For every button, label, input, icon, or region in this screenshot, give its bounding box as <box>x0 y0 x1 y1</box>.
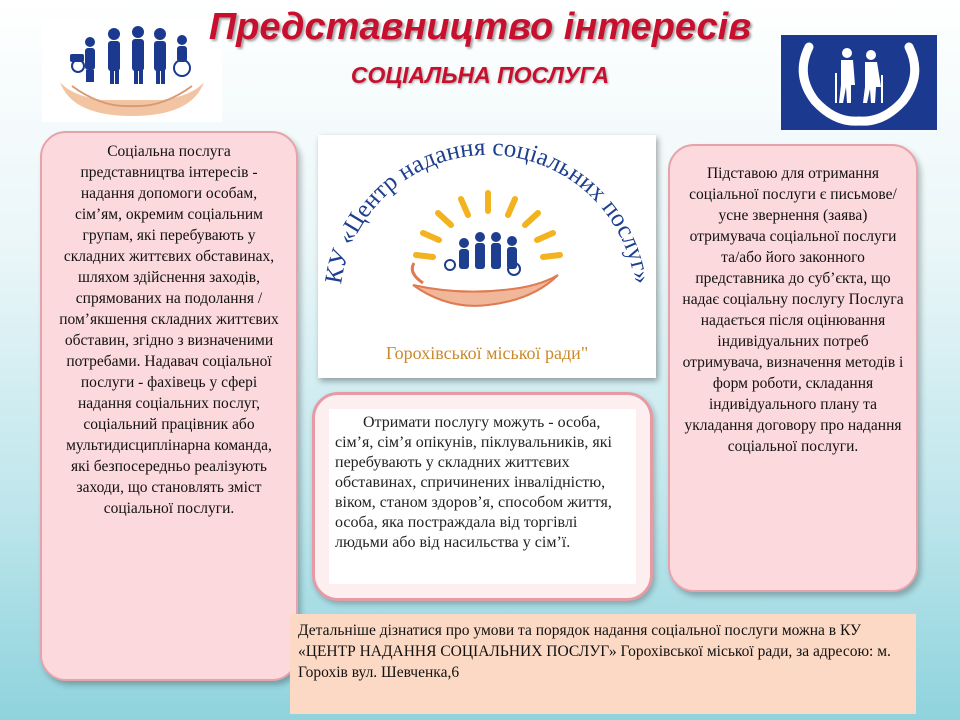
center-logo <box>318 135 656 378</box>
elderly-care-logo <box>781 35 937 130</box>
logo-caption: Горохівської міської ради" <box>385 343 589 363</box>
eligibility-text: Отримати послугу можуть - особа, сім’я, сім’я опікунів, піклувальників, які перебувають у складних життєвих обставинах, спричинених інвалідністю, віком, станом здоров’я, способом життя, особа, яка постраждала від торгівлі людьми або від насильства у сім’ї. <box>329 409 636 584</box>
application-basis-text: Підставою для отримання соціальної послуги є письмове/усне звернення (заява) отримувача соціальної послуги та/або його законного представника до суб’єкта, що надає соціальну послугу Послуга надається після оцінювання індивідуальних потреб отримувача, визначення методів і форм роботи, складання індивідуального плану та укладання договору про надання соціальної послуги. <box>682 165 904 455</box>
service-definition-text: Соціальна послуга представництва інтересів - надання допомоги особам, сім’ям, окремим соціальним групам, які перебувають у складних життєвих обставинах, шляхом здійснення заходів, спрямованих на подолання / пом’якшення складних життєвих обставин, згідно з визначеними потребами. Надавач соціальної послуги - фахівець у сфері надання соціальних послуг, соціальний працівник або мультидисциплінарна команда, які безпосередньо реалізують заходи, що становлять зміст соціальної послуги. <box>59 143 279 517</box>
contact-info-box <box>290 614 916 714</box>
sun-family-logo-icon <box>318 135 656 345</box>
page-title: Представництво інтересів <box>208 6 752 48</box>
service-definition-box <box>40 131 298 681</box>
contact-info-text: Детальніше дізнатися про умови та порядок надання соціальної послуги можна в КУ «ЦЕНТР НАДАННЯ СОЦІАЛЬНИХ ПОСЛУГ» Горохівської міської ради, за адресою: м. Горохів вул. Шевченка,6 <box>298 622 891 681</box>
page-subtitle: СОЦІАЛЬНА ПОСЛУГА <box>350 62 610 88</box>
eligibility-box <box>312 392 653 601</box>
application-basis-box <box>668 144 918 592</box>
elderly-hands-icon <box>781 35 937 130</box>
logo-arc-text: КУ «Центр надання соціальних послуг» <box>320 135 656 286</box>
